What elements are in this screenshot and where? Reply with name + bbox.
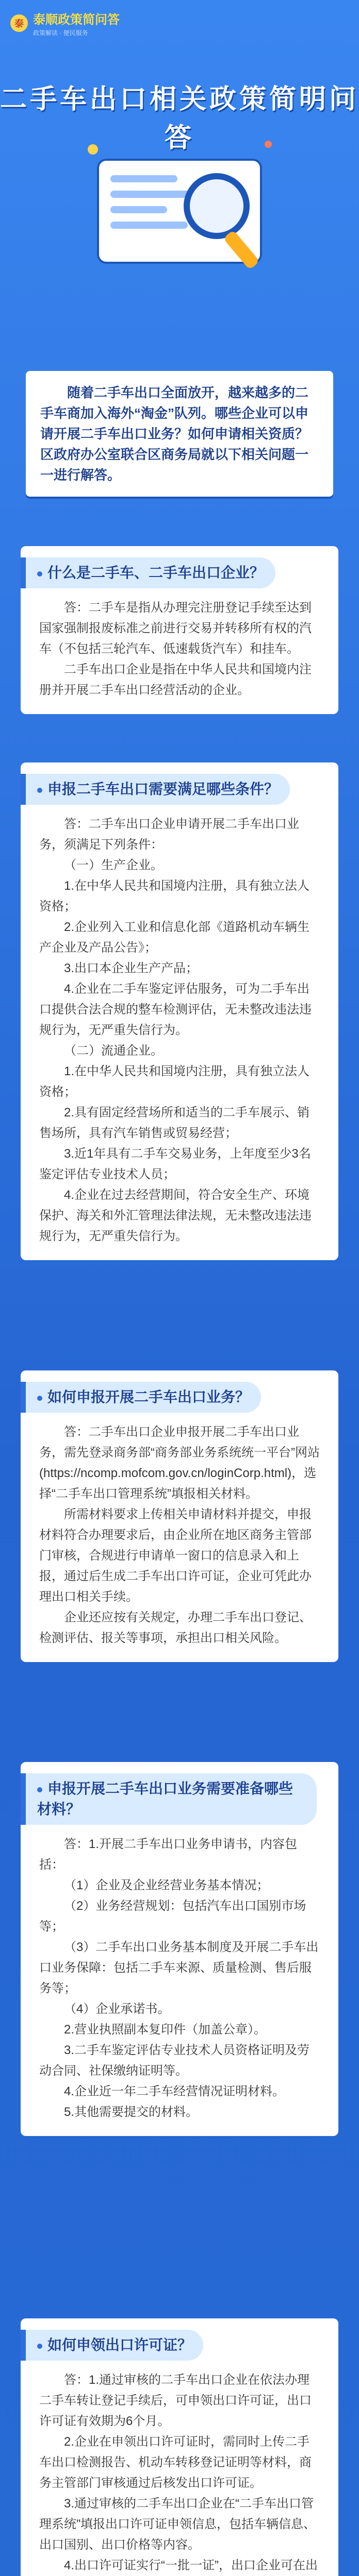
answer-paragraph: （3）二手车出口业务基本制度及开展二手车出口业务保障：包括二手车来源、质量检测、售后服务等； [39,1940,319,1995]
answer-paragraph: （4）企业承诺书。 [64,2002,170,2016]
answer-paragraph: 4.企业在过去经营期间，符合安全生产、环境保护、海关和外汇管理法律法规，无未整改违法违规行为，无严重失信行为。 [39,1188,312,1243]
answer-paragraph: 3.出口本企业生产产品； [64,961,199,975]
intro-box [26,371,333,497]
magnifier-book-illustration [77,129,282,278]
answer-paragraph: 4.企业在二手车鉴定评估服务，可为二手车出口提供合法合规的整车检测评估，无未整改违法违规行为，无严重失信行为。 [39,982,312,1037]
qa-card-1 [21,546,338,714]
answer-4 [21,1825,338,2136]
answer-3 [21,1413,338,1662]
answer-paragraph: 1.在中华人民共和国境内注册，具有独立法人资格； [39,1064,310,1099]
answer-paragraph: 二手车出口企业是指在中华人民共和国境内注册并开展二手车出口经营活动的企业。 [39,663,312,697]
intro-text: 随着二手车出口全面放开，越来越多的二手车商加入海外“淘金”队列。哪些企业可以申请开展二手车出口业务？如何申请相关资质？区政府办公室联合区商务局就以下相关问题一一进行解答。 [40,385,309,483]
bullet-icon [37,1787,42,1792]
answer-paragraph: 3.近1年具有二手车交易业务，上年度至少3名鉴定评估专业技术人员； [39,1147,311,1181]
answer-paragraph: 3.通过审核的二手车出口企业在“二手车出口管理系统”填报出口许可证申领信息，包括车辆信息、出口国别、出口价格等内容。 [39,2497,316,2552]
answer-2 [21,805,338,1260]
qa-card-2 [21,762,338,1260]
answer-paragraph: 2.营业执照副本复印件（加盖公章）。 [64,2023,267,2037]
bullet-icon [37,2344,42,2349]
question-heading-5: 如何申领出口许可证？ [21,2330,203,2361]
question-heading-4: 申报开展二手车出口业务需要准备哪些材料？ [21,1773,317,1825]
question-heading-2: 申报二手车出口需要满足哪些条件？ [21,774,290,805]
answer-paragraph: 所需材料要求上传相关申请材料并提交，申报材料符合办理要求后，由企业所在地区商务主管部门审核，合规进行申请单一窗口的信息录入和上报，通过后生成二手车出口许可证，企业可凭此办理出口相关手续。 [39,1507,312,1604]
answer-paragraph: 答：1.开展二手车出口业务申请书，内容包括： [39,1837,298,1872]
answer-paragraph: 答：二手车出口企业申报开展二手车出口业务，需先登录商务部“商务部业务系统统一平台”网站(https://ncomp.mofcom.gov.cn/loginCorp.html)，选择“二手车出口管理系统”填报相关材料。 [39,1425,320,1501]
answer-paragraph: （1）企业及企业经营业务基本情况； [64,1878,269,1892]
bullet-icon [37,571,42,577]
answer-paragraph: 3.二手车鉴定评估专业技术人员资格证明及劳动合同、社保缴纳证明等。 [39,2043,310,2078]
answer-paragraph: 4.出口许可证实行“一批一证”，出口企业可在出 [64,2558,318,2572]
page-title: 二手车出口相关政策简明问答 [0,84,359,153]
question-heading-1: 什么是二手车、二手车出口企业？ [21,557,275,588]
qa-card-3 [21,1370,338,1662]
answer-paragraph: 4.企业近一年二手车经营情况证明材料。 [64,2084,285,2098]
answer-paragraph: 2.企业列入工业和信息化部《道路机动车辆生产企业及产品公告》； [39,920,310,955]
answer-5 [21,2361,338,2576]
answer-paragraph: 答：1.通过审核的二手车出口企业在依法办理二手车转让登记手续后，可申领出口许可证，出口许可证有效期为6个月。 [39,2373,312,2428]
bullet-icon [37,788,42,793]
answer-1 [21,588,338,714]
answer-paragraph: （一）生产企业。 [64,858,163,872]
answer-paragraph: 2.具有固定经营场所和适当的二手车展示、销售场所，具有汽车销售或贸易经营； [39,1106,310,1140]
answer-paragraph: 2.企业在申领出口许可证时，需同时上传二手车出口检测报告、机动车转移登记证明等材料，商务主管部门审核通过后核发出口许可证。 [39,2435,312,2490]
answer-paragraph: （2）业务经营规划：包括汽车出口国别市场等； [39,1899,306,1934]
brand-header [10,9,120,37]
answer-paragraph: 企业还应按有关规定，办理二手车出口登记、检测评估、报关等事项，承担出口相关风险。 [39,1611,312,1645]
qa-card-4 [21,1762,338,2136]
answer-paragraph: 答：二手车出口企业申请开展二手车出口业务，须满足下列条件： [39,817,299,852]
bullet-icon [37,1396,42,1401]
answer-paragraph: （二）流通企业。 [64,1044,163,1058]
answer-paragraph: 答：二手车是指从办理完注册登记手续至达到国家强制报废标准之前进行交易并转移所有权的汽车（不包括三轮汽车、低速载货汽车）和挂车。 [39,601,312,656]
brand-logo: 泰 [10,14,28,32]
question-heading-3: 如何申报开展二手车出口业务？ [21,1382,261,1413]
qa-card-5 [21,2318,338,2576]
brand-title: 泰顺政策简问答 [33,13,120,27]
answer-paragraph: 5.其他需要提交的材料。 [64,2105,199,2119]
brand-subtitle: 政策解读 · 便民服务 [33,29,88,37]
answer-paragraph: 1.在中华人民共和国境内注册，具有独立法人资格； [39,879,310,913]
